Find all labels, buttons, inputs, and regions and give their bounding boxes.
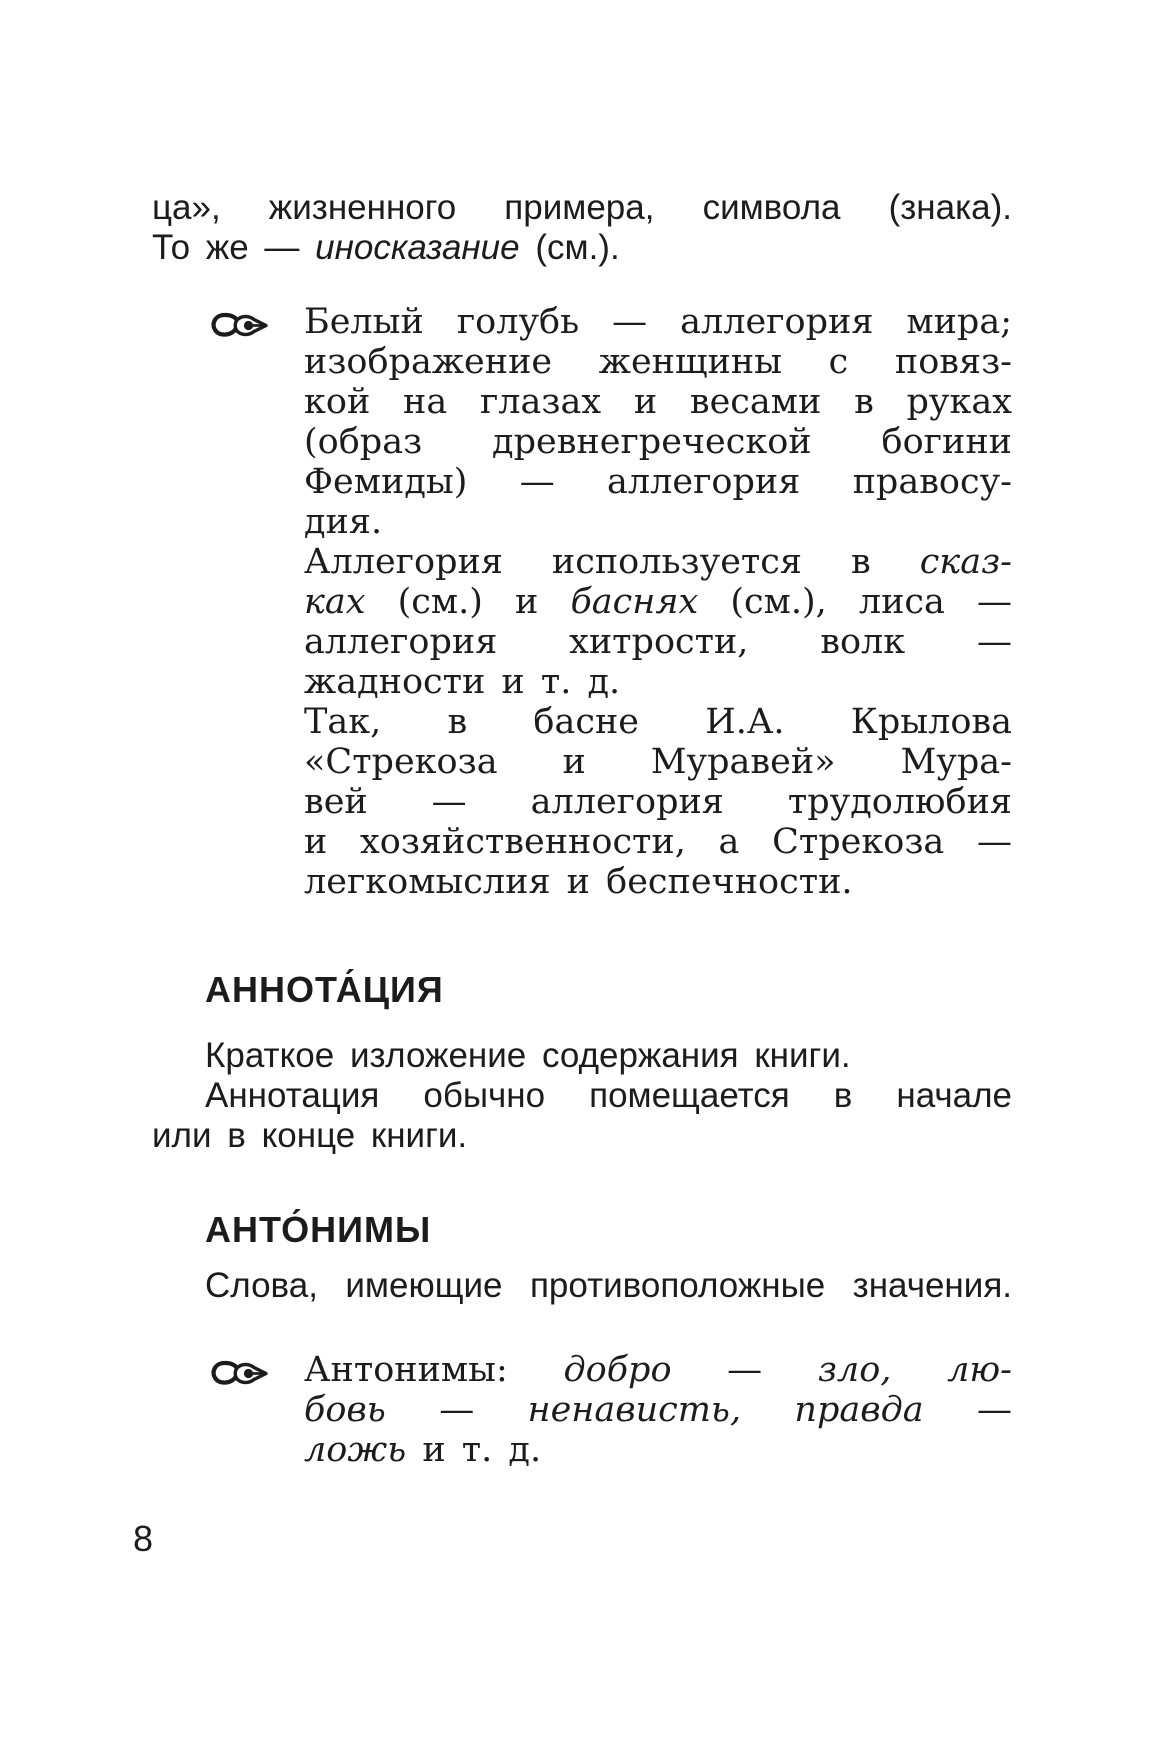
text: «Стрекоза и Муравей» Мура-: [304, 742, 1012, 782]
italic-text: правда: [794, 1390, 924, 1430]
italic-text: ложь: [304, 1430, 407, 1470]
italic-text: добро: [563, 1350, 672, 1390]
italic-text: баснях: [570, 582, 699, 622]
page-number: 8: [133, 1518, 154, 1559]
text: и т. д.: [406, 1430, 542, 1470]
text: Аллегория используется в: [304, 542, 920, 582]
text: —: [923, 1390, 1012, 1430]
text: изображение женщины с повяз-: [304, 342, 1012, 382]
example-block: [304, 302, 1012, 902]
text: вей — аллегория трудолюбия: [304, 782, 1012, 822]
text: или в конце книги.: [152, 1116, 468, 1155]
italic-text: зло,: [817, 1350, 892, 1390]
text-line: [304, 1350, 1012, 1390]
text-line: [304, 1390, 1012, 1430]
italic-text: ках: [304, 582, 366, 622]
text-line: [304, 462, 1012, 502]
text: —: [385, 1390, 528, 1430]
italic-text: ненависть,: [527, 1390, 742, 1430]
text: То же —: [152, 228, 316, 267]
text-line: [304, 1430, 1012, 1470]
text: (см.).: [519, 228, 620, 267]
text-line: [152, 1076, 1012, 1116]
text-line: [304, 382, 1012, 422]
italic-text: лю-: [947, 1350, 1012, 1390]
text-line: [152, 1036, 1012, 1076]
text-line: [152, 228, 1012, 268]
text: Слова, имеющие противоположные значения.: [205, 1266, 1012, 1305]
text-line: [304, 782, 1012, 822]
text-line: [304, 542, 1012, 582]
text-line: [304, 822, 1012, 862]
text: Краткое изложение содержания книги.: [205, 1036, 851, 1075]
text-line: [304, 342, 1012, 382]
pen-nib-icon: [210, 1359, 270, 1388]
text: ца», жизненного примера, символа (знака).: [152, 188, 1012, 227]
italic-text: иносказание: [315, 228, 520, 267]
text-paragraph: [152, 188, 1012, 268]
text: дия.: [304, 502, 383, 542]
text: (см.), лиса —: [698, 582, 1012, 622]
text: легкомыслия и беспечности.: [304, 862, 853, 902]
text-line: [152, 1116, 1012, 1156]
pen-nib-icon: [210, 311, 270, 340]
example-block: [304, 1350, 1012, 1470]
text-line: [152, 188, 1012, 228]
text-line: [304, 862, 1012, 902]
text-line: [304, 662, 1012, 702]
text: [891, 1350, 947, 1390]
text: Фемиды) — аллегория правосу-: [304, 462, 1012, 502]
text: Так, в басне И.А. Крылова: [304, 702, 1012, 742]
text-line: [304, 622, 1012, 662]
text: аллегория хитрости, волк —: [304, 622, 1012, 662]
text: (см.) и: [365, 582, 571, 622]
text-line: [304, 502, 1012, 542]
text-line: [304, 302, 1012, 342]
text-paragraph: [152, 1076, 1012, 1156]
text-line: [304, 582, 1012, 622]
text: Антонимы:: [304, 1350, 564, 1390]
text: [741, 1390, 794, 1430]
text: —: [671, 1350, 818, 1390]
text: жадности и т. д.: [304, 662, 621, 702]
text-line: [304, 742, 1012, 782]
text: и хозяйственности, а Стрекоза —: [304, 822, 1012, 862]
text: кой на глазах и весами в руках: [304, 382, 1012, 422]
text: Аннотация обычно помещается в начале: [205, 1076, 1012, 1115]
section-heading: АННОТА́ЦИЯ: [205, 969, 444, 1010]
text-line: [304, 422, 1012, 462]
text-line: [304, 702, 1012, 742]
text-paragraph: [152, 1036, 1012, 1076]
text: (образ древнегреческой богини: [304, 422, 1012, 462]
italic-text: сказ-: [919, 542, 1012, 582]
text: Белый голубь — аллегория мира;: [304, 302, 1012, 342]
italic-text: бовь: [304, 1390, 386, 1430]
section-heading: АНТО́НИМЫ: [205, 1209, 432, 1250]
text-line: [152, 1266, 1012, 1306]
text-paragraph: [152, 1266, 1012, 1306]
